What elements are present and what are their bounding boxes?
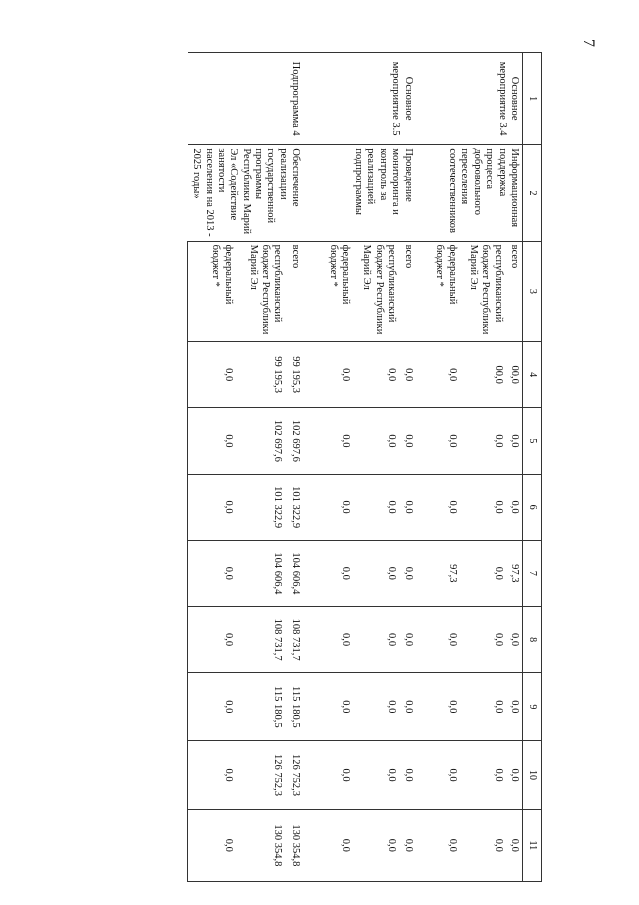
value-cell: 0,0 xyxy=(399,474,415,540)
value-cell: 0,0 xyxy=(188,741,236,809)
header-cell: 3 xyxy=(523,241,542,341)
value-cell: 0,0 xyxy=(399,741,415,809)
header-cell: 2 xyxy=(523,145,542,241)
value-cell: 0,0 xyxy=(188,474,236,540)
funding-source-cell: всего xyxy=(286,241,304,341)
value-cell: 0,0 xyxy=(303,673,353,741)
value-cell: 99 195,3 xyxy=(286,342,304,408)
value-cell: 0,0 xyxy=(188,408,236,474)
value-cell: 0,0 xyxy=(460,606,506,672)
value-cell: 0,0 xyxy=(353,741,399,809)
value-cell: 0,0 xyxy=(353,673,399,741)
value-cell: 0,0 xyxy=(303,474,353,540)
funding-source-cell: федеральный бюджет * xyxy=(188,241,236,341)
value-cell: 0,0 xyxy=(399,342,415,408)
value-cell: 0,0 xyxy=(188,809,236,881)
value-cell: 104 606,4 xyxy=(286,540,304,606)
value-cell: 0,0 xyxy=(416,673,460,741)
value-cell: 126 752,3 xyxy=(286,741,304,809)
value-cell: 00,0 xyxy=(460,342,506,408)
value-cell: 0,0 xyxy=(506,809,523,881)
value-cell: 0,0 xyxy=(460,540,506,606)
value-cell: 0,0 xyxy=(399,606,415,672)
value-cell: 99 195,3 xyxy=(236,342,286,408)
value-cell: 97,3 xyxy=(416,540,460,606)
funding-source-cell: республиканский бюджет Республики Марий Эл xyxy=(353,241,399,341)
value-cell: 0,0 xyxy=(460,474,506,540)
value-cell: 0,0 xyxy=(460,741,506,809)
table-row xyxy=(506,53,523,882)
financing-table xyxy=(187,52,542,882)
value-cell: 108 731,7 xyxy=(286,606,304,672)
value-cell: 0,0 xyxy=(416,474,460,540)
value-cell: 0,0 xyxy=(460,673,506,741)
program-name-cell: Обеспечение реализации государственной программы Республики Марий Эл «Содействие занятости населения на 2013 - 2025 годы» xyxy=(188,145,303,241)
value-cell: 0,0 xyxy=(188,540,236,606)
header-cell: 11 xyxy=(523,809,542,881)
header-cell: 7 xyxy=(523,540,542,606)
value-cell: 0,0 xyxy=(460,408,506,474)
value-cell: 115 180,5 xyxy=(286,673,304,741)
header-cell: 6 xyxy=(523,474,542,540)
value-cell: 0,0 xyxy=(303,342,353,408)
value-cell: 0,0 xyxy=(506,474,523,540)
value-cell: 0,0 xyxy=(416,809,460,881)
header-cell: 1 xyxy=(523,53,542,145)
value-cell: 115 180,5 xyxy=(236,673,286,741)
value-cell: 101 322,9 xyxy=(236,474,286,540)
value-cell: 0,0 xyxy=(303,809,353,881)
value-cell: 0,0 xyxy=(506,673,523,741)
value-cell: 0,0 xyxy=(303,408,353,474)
header-cell: 8 xyxy=(523,606,542,672)
program-name-cell: Информационная поддержка процесса добровольного переселения соотечественников xyxy=(416,145,523,241)
value-cell: 0,0 xyxy=(460,809,506,881)
value-cell: 0,0 xyxy=(416,606,460,672)
value-cell: 0,0 xyxy=(399,809,415,881)
rotated-table-container xyxy=(96,52,542,882)
value-cell: 0,0 xyxy=(399,408,415,474)
funding-source-cell: федеральный бюджет * xyxy=(416,241,460,341)
value-cell: 0,0 xyxy=(416,408,460,474)
value-cell: 0,0 xyxy=(353,342,399,408)
value-cell: 0,0 xyxy=(303,606,353,672)
header-cell: 10 xyxy=(523,741,542,809)
value-cell: 0,0 xyxy=(506,408,523,474)
value-cell: 126 752,3 xyxy=(236,741,286,809)
table-row xyxy=(286,53,304,882)
funding-source-cell: республиканский бюджет Республики Марий Эл xyxy=(460,241,506,341)
value-cell: 130 354,8 xyxy=(286,809,304,881)
value-cell: 130 354,8 xyxy=(236,809,286,881)
value-cell: 0,0 xyxy=(353,474,399,540)
funding-source-cell: федеральный бюджет * xyxy=(303,241,353,341)
value-cell: 0,0 xyxy=(188,606,236,672)
program-code-cell: Основное мероприятие 3.4 xyxy=(416,53,523,145)
value-cell: 0,0 xyxy=(188,342,236,408)
value-cell: 0,0 xyxy=(353,809,399,881)
header-cell: 5 xyxy=(523,408,542,474)
value-cell: 0,0 xyxy=(416,741,460,809)
header-cell: 4 xyxy=(523,342,542,408)
funding-source-cell: республиканский бюджет Республики Марий Эл xyxy=(236,241,286,341)
value-cell: 0,0 xyxy=(506,741,523,809)
value-cell: 0,0 xyxy=(303,741,353,809)
program-code-cell: Подпрограмма 4 xyxy=(188,53,303,145)
value-cell: 0,0 xyxy=(188,673,236,741)
value-cell: 0,0 xyxy=(506,606,523,672)
value-cell: 97,3 xyxy=(506,540,523,606)
value-cell: 102 697,6 xyxy=(236,408,286,474)
table-row xyxy=(399,53,415,882)
header-cell: 9 xyxy=(523,673,542,741)
value-cell: 0,0 xyxy=(303,540,353,606)
value-cell: 102 697,6 xyxy=(286,408,304,474)
value-cell: 101 322,9 xyxy=(286,474,304,540)
table-body xyxy=(188,53,523,882)
value-cell: 00,0 xyxy=(506,342,523,408)
value-cell: 108 731,7 xyxy=(236,606,286,672)
value-cell: 0,0 xyxy=(353,408,399,474)
program-code-cell: Основное мероприятие 3.5 xyxy=(303,53,415,145)
funding-source-cell: всего xyxy=(399,241,415,341)
value-cell: 0,0 xyxy=(416,342,460,408)
funding-source-cell: всего xyxy=(506,241,523,341)
header-row xyxy=(523,53,542,882)
value-cell: 0,0 xyxy=(399,673,415,741)
program-name-cell: Проведение мониторинга и контроль за реализацией подпрограммы xyxy=(303,145,415,241)
value-cell: 0,0 xyxy=(353,540,399,606)
value-cell: 104 606,4 xyxy=(236,540,286,606)
page-number: 7 xyxy=(580,39,597,47)
value-cell: 0,0 xyxy=(399,540,415,606)
value-cell: 0,0 xyxy=(353,606,399,672)
